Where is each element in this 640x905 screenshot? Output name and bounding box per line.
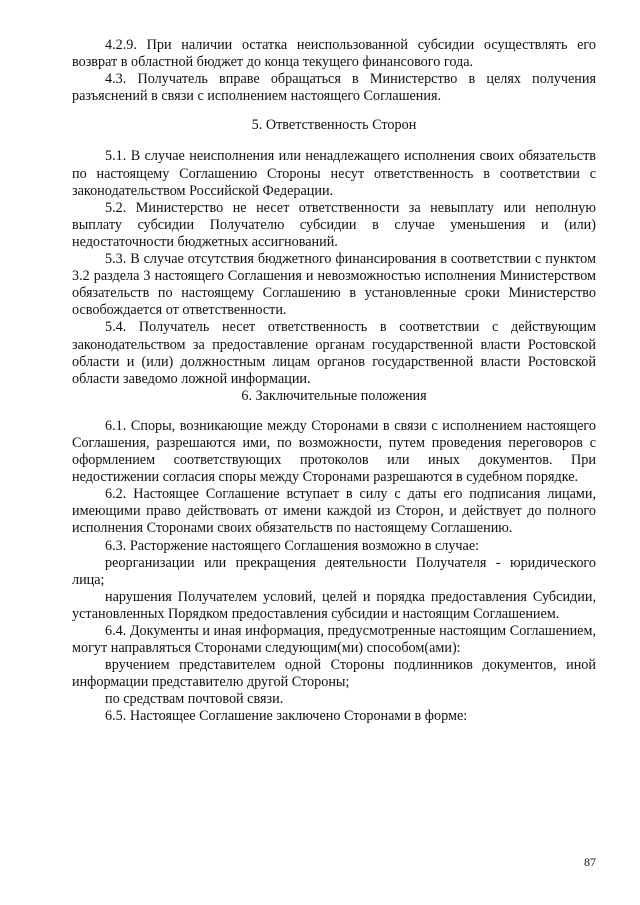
paragraph-5-1: 5.1. В случае неисполнения или ненадлежащего исполнения своих обязательств по настоящему Соглашению Стороны несут ответственность в соответствии с законодательством Российской Федерации.	[72, 148, 596, 199]
page-number: 87	[584, 855, 596, 869]
paragraph-5-2: 5.2. Министерство не несет ответственности за невыплату или неполную выплату субсидии Получателю субсидии в случае уменьшения и (или) недостаточности бюджетных ассигнований.	[72, 199, 596, 250]
paragraph-6-3-b: нарушения Получателем условий, целей и порядка предоставления Субсидии, установленных Порядком предоставления субсидии и настоящим Соглашением.	[72, 588, 596, 622]
paragraph-6-3-a: реорганизации или прекращения деятельности Получателя - юридического лица;	[72, 554, 596, 588]
paragraph-5-3: 5.3. В случае отсутствия бюджетного финансирования в соответствии с пунктом 3.2 раздела 3 настоящего Соглашения и невозможностью исполнения Министерством обязательств по настоящему Соглашению в установленные сроки Министерство освобождается от ответственности.	[72, 251, 596, 319]
paragraph-4-2-9: 4.2.9. При наличии остатка неиспользованной субсидии осуществлять его возврат в областной бюджет до конца текущего финансового года.	[72, 37, 596, 71]
spacer	[72, 134, 596, 148]
paragraph-4-3: 4.3. Получатель вправе обращаться в Министерство в целях получения разъяснений в связи с исполнением настоящего Соглашения.	[72, 71, 596, 105]
spacer	[72, 405, 596, 418]
spacer	[72, 105, 596, 117]
section-5-title: 5. Ответственность Сторон	[251, 117, 417, 134]
paragraph-6-5: 6.5. Настоящее Соглашение заключено Сторонами в форме:	[105, 708, 468, 725]
paragraph-5-4: 5.4. Получатель несет ответственность в соответствии с действующим законодательством за предоставление органам государственной власти Ростовской области и (или) должностным лицам органов государственной власти Ростовской области заведомо ложной информации.	[72, 319, 596, 387]
paragraph-6-4: 6.4. Документы и иная информация, предусмотренные настоящим Соглашением, могут направляться Сторонами следующим(ми) способом(ами):	[72, 623, 596, 657]
document-page	[72, 37, 596, 726]
section-6-title: 6. Заключительные положения	[241, 387, 427, 404]
paragraph-6-3: 6.3. Расторжение настоящего Соглашения возможно в случае:	[105, 537, 480, 554]
paragraph-6-2: 6.2. Настоящее Соглашение вступает в силу с даты его подписания лицами, имеющими право действовать от имени каждой из Сторон, и действует до полного исполнения Сторонами своих обязательств по настоящему Соглашению.	[72, 486, 596, 537]
paragraph-6-4-b: по средствам почтовой связи.	[105, 691, 284, 708]
paragraph-6-4-a: вручением представителем одной Стороны подлинников документов, иной информации представителю другой Стороны;	[72, 657, 596, 691]
paragraph-6-1: 6.1. Споры, возникающие между Сторонами в связи с исполнением настоящего Соглашения, разрешаются ими, по возможности, путем проведения переговоров с оформлением соответствующих протоколов или иных документов. При недостижении согласия споры между Сторонами разрешаются в судебном порядке.	[72, 417, 596, 486]
